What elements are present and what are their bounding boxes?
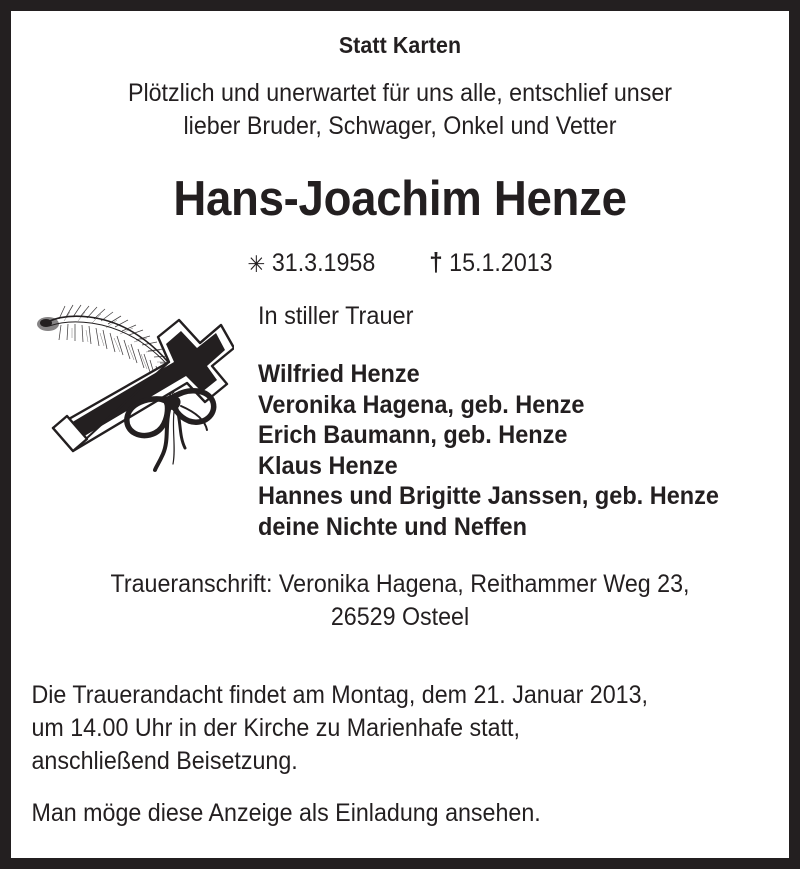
- service-line: anschließend Beisetzung.: [31, 747, 298, 775]
- notice-heading: Statt Karten: [338, 32, 462, 58]
- death-date: 15.1.2013: [449, 249, 553, 277]
- mourners-text: [258, 304, 752, 542]
- cross-with-palm-frond-icon: [29, 300, 234, 475]
- birth-date: 31.3.1958: [271, 249, 376, 277]
- mourning-intro: In stiller Trauer: [258, 302, 414, 330]
- mourner-name: Veronika Hagena, geb. Henze: [258, 390, 585, 419]
- intro-line: Plötzlich und unerwartet für uns alle, entschlief unser: [127, 79, 673, 107]
- intro-paragraph: [38, 77, 762, 143]
- birth-date-item: [247, 251, 375, 276]
- death-date-item: [429, 249, 552, 276]
- life-dates: [38, 249, 762, 276]
- service-line: um 14.00 Uhr in der Kirche zu Marienhafe statt,: [31, 714, 520, 742]
- service-details: [11, 679, 735, 830]
- notice-inner: [11, 11, 789, 858]
- mourner-name: Hannes und Brigitte Janssen, geb. Henze: [258, 482, 719, 510]
- invitation-line: Man möge diese Anzeige als Einladung ansehen.: [31, 799, 541, 827]
- service-line: Die Trauerandacht findet am Montag, dem 21. Januar 2013,: [31, 681, 648, 709]
- ribbon-bow-group: [127, 391, 214, 470]
- birth-star-icon: ✳: [247, 251, 266, 277]
- deceased-name: Hans-Joachim Henze: [173, 172, 627, 226]
- death-cross-icon: †: [429, 247, 443, 277]
- mourner-name: deine Nichte und Neffen: [258, 512, 527, 541]
- address-line: Traueranschrift: Veronika Hagena, Reithammer Weg 23,: [110, 570, 690, 598]
- mourners-block: [11, 300, 789, 560]
- mourner-name: Klaus Henze: [258, 451, 398, 480]
- mourner-name: Wilfried Henze: [258, 360, 420, 388]
- intro-line: lieber Bruder, Schwager, Onkel und Vetter: [183, 112, 617, 140]
- address-line: 26529 Osteel: [330, 603, 470, 631]
- mourner-name: Erich Baumann, geb. Henze: [258, 421, 568, 449]
- mourning-address: [38, 568, 762, 634]
